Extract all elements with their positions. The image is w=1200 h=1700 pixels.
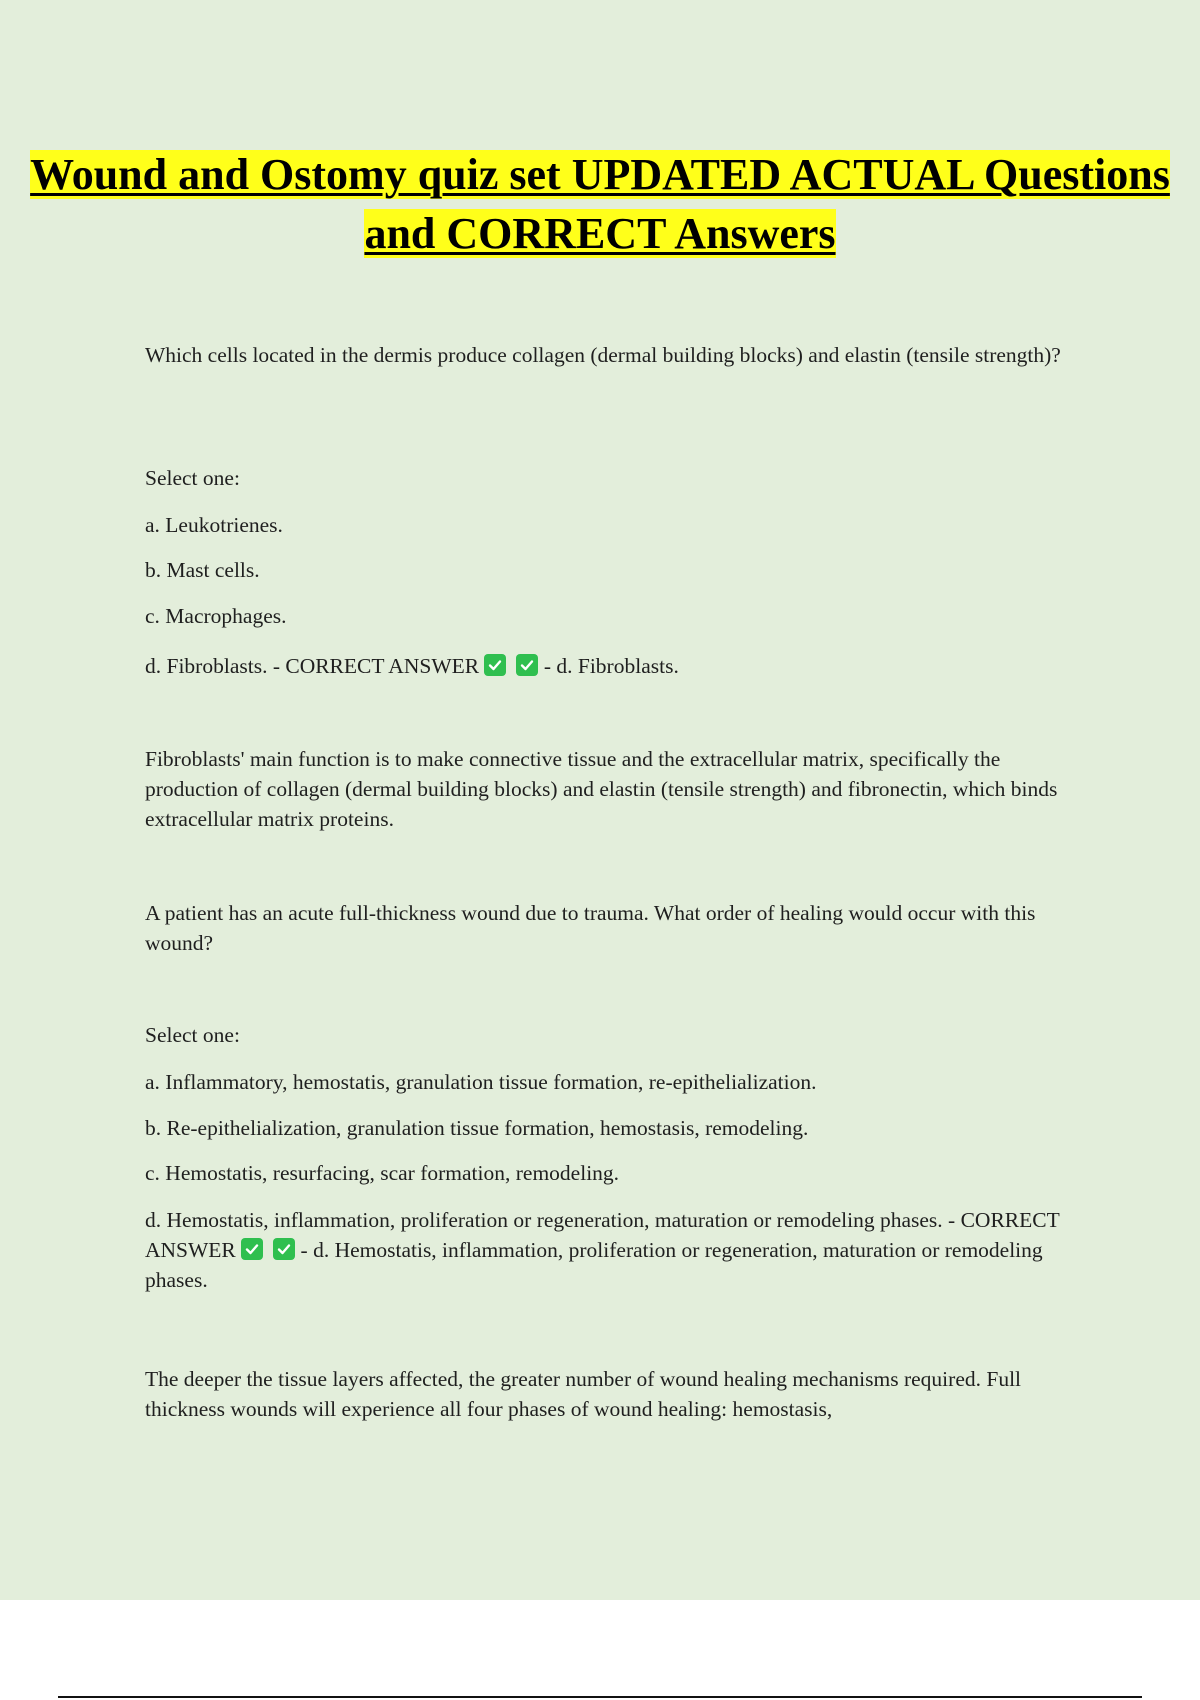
question-2-answer-suffix: - d. Hemostatis, inflammation, proliferation or regeneration, maturation or remodeling phases. xyxy=(145,1238,1043,1292)
page-title: Wound and Ostomy quiz set UPDATED ACTUAL Questions and CORRECT Answers xyxy=(30,150,1170,258)
title-block xyxy=(0,145,1200,263)
question-1-option-a: a. Leukotrienes. xyxy=(145,513,283,537)
question-2-answer xyxy=(145,1205,1095,1295)
question-2-option-a: a. Inflammatory, hemostatis, granulation tissue formation, re-epithelialization. xyxy=(145,1070,817,1094)
question-2-explanation: The deeper the tissue layers affected, the greater number of wound healing mechanisms required. Full thickness wounds will experience all four phases of wound healing: hemostasis, xyxy=(145,1367,1022,1421)
question-2-stem: A patient has an acute full-thickness wound due to trauma. What order of healing would occur with this wound? xyxy=(145,901,1036,955)
question-1-option-c: c. Macrophages. xyxy=(145,604,287,628)
check-mark-icon xyxy=(273,1238,295,1260)
check-mark-icon xyxy=(484,654,506,676)
question-1-option-b: b. Mast cells. xyxy=(145,558,260,582)
question-1-answer xyxy=(145,651,1095,681)
question-2-select-label: Select one: xyxy=(145,1023,240,1047)
check-mark-icon xyxy=(516,654,538,676)
question-1-answer-suffix: - d. Fibroblasts. xyxy=(543,654,679,678)
question-1-answer-prefix: d. Fibroblasts. - CORRECT ANSWER xyxy=(145,654,480,678)
question-1-select-label: Select one: xyxy=(145,466,240,490)
question-2-option-c: c. Hemostatis, resurfacing, scar formation, remodeling. xyxy=(145,1161,620,1185)
check-mark-icon xyxy=(241,1238,263,1260)
question-1-explanation: Fibroblasts' main function is to make connective tissue and the extracellular matrix, specifically the production of collagen (dermal building blocks) and elastin (tensile strength) and fibronectin, which binds extracellular matrix proteins. xyxy=(145,747,1058,831)
question-1-stem: Which cells located in the dermis produce collagen (dermal building blocks) and elastin (tensile strength)? xyxy=(145,343,1061,367)
footer-divider xyxy=(58,1696,1142,1698)
question-2-option-b: b. Re-epithelialization, granulation tissue formation, hemostasis, remodeling. xyxy=(145,1116,809,1140)
question-2-answer-prefix: d. Hemostatis, inflammation, proliferation or regeneration, maturation or remodeling phases. - CORRECT ANSWER xyxy=(145,1208,1060,1262)
